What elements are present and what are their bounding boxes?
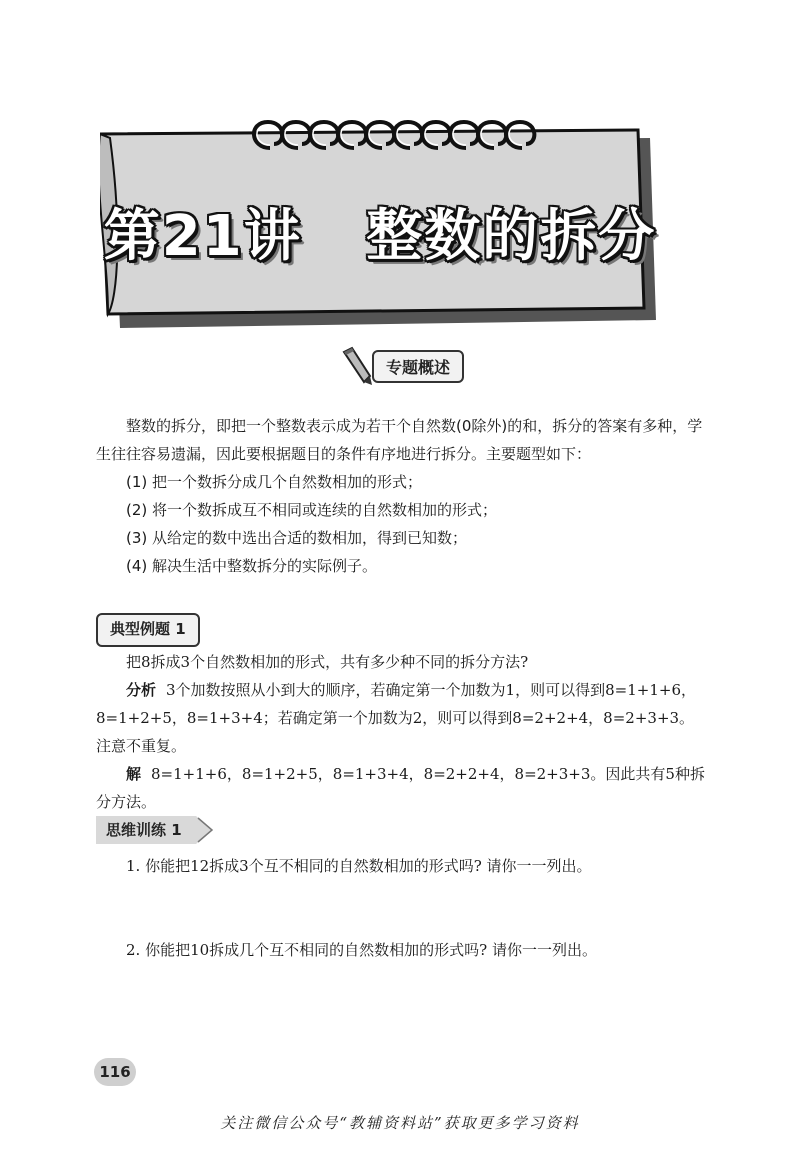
- title-banner: [100, 108, 660, 338]
- list-item: (2) 将一个数拆成互不相同或连续的自然数相加的形式；: [126, 501, 498, 519]
- example-tag: 典型例题 1: [96, 613, 200, 647]
- list-item: (1) 把一个数拆分成几个自然数相加的形式；: [126, 473, 423, 491]
- training-label: 思维训练 1: [96, 816, 192, 844]
- lesson-title: 第21讲 整数的拆分: [103, 204, 657, 269]
- example-question: 把8拆成3个自然数相加的形式，共有多少种不同的拆分方法?: [126, 653, 529, 671]
- list-item: (4) 解决生活中整数拆分的实际例子。: [126, 557, 378, 575]
- pencil-icon: [340, 346, 374, 386]
- analysis-label: 分析: [126, 681, 157, 699]
- list-item: (3) 从给定的数中选出合适的数相加，得到已知数；: [126, 529, 468, 547]
- analysis-text: 3个加数按照从小到大的顺序，若确定第一个加数为1，则可以得到8=1+1+6，8=1+2+5，8=1+3+4；若确定第一个加数为2，则可以得到8=2+2+4，8=2+3+3。注意不重复。: [96, 681, 696, 755]
- training-question-2: 2. 你能把10拆成几个互不相同的自然数相加的形式吗? 请你一一列出。: [126, 941, 597, 959]
- solution-label: 解: [126, 765, 142, 783]
- page-number: 116: [94, 1058, 136, 1086]
- example-solution: [96, 760, 706, 816]
- overview-tag: [340, 346, 470, 386]
- footer-note: 关注微信公众号“教辅资料站”获取更多学习资料: [220, 1114, 580, 1132]
- overview-label: 专题概述: [372, 350, 464, 383]
- training-question-1: 1. 你能把12拆成3个互不相同的自然数相加的形式吗? 请你一一列出。: [126, 857, 592, 875]
- arrow-icon: [192, 816, 216, 844]
- example-analysis: [96, 676, 706, 760]
- solution-text: 8=1+1+6，8=1+2+5，8=1+3+4，8=2+2+4，8=2+3+3。因此共有5种拆分方法。: [96, 765, 705, 811]
- intro-paragraph: 整数的拆分，即把一个整数表示成为若干个自然数(0除外)的和，拆分的答案有多种，学生往往容易遗漏，因此要根据题目的条件有序地进行拆分。主要题型如下：: [96, 417, 703, 463]
